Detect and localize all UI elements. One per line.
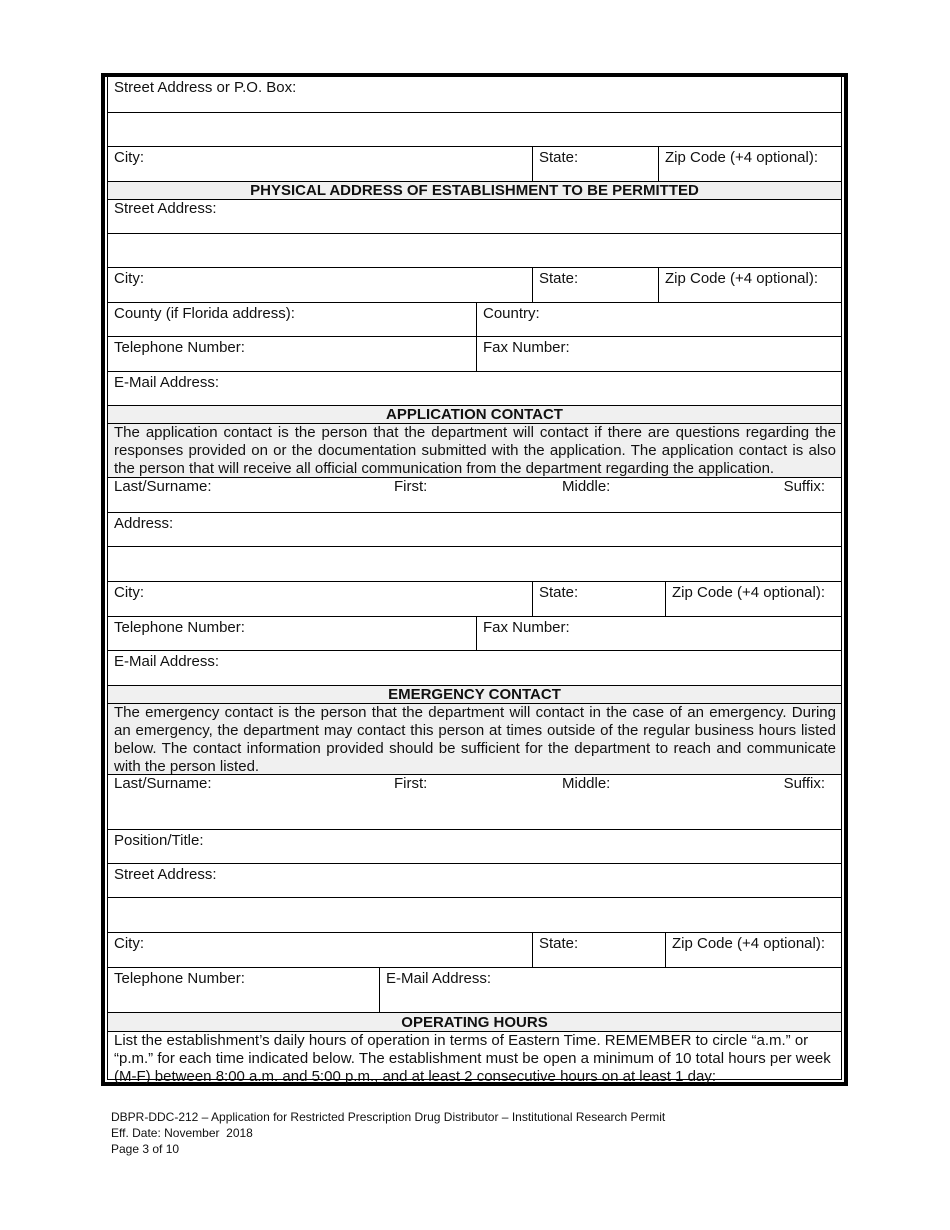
emergency-first-label: First: [394,775,428,792]
mailing-city-label: City: [114,149,144,166]
application-zip-field[interactable] [665,582,841,616]
application-form [101,73,848,1086]
application-first-label: First: [394,478,428,495]
application-middle-name-field[interactable] [556,478,736,512]
physical-city-label: City: [114,270,144,287]
application-suffix-label: Suffix: [783,478,825,495]
emergency-street-field[interactable] [108,864,841,897]
emergency-zip-field[interactable] [665,933,841,967]
mailing-state-label: State: [539,149,579,166]
emergency-telephone-label: Telephone Number: [114,970,245,987]
physical-city-field[interactable] [108,268,532,302]
emergency-name-row [108,774,841,829]
mailing-zip-label: Zip Code (+4 optional): [665,149,819,166]
application-city-label: City: [114,584,144,601]
emergency-state-field[interactable] [532,933,665,967]
application-first-name-field[interactable] [388,478,556,512]
application-phone-row [108,616,841,650]
physical-fax-field[interactable] [476,337,841,371]
physical-street-row [108,199,841,233]
emergency-city-row [108,932,841,967]
application-middle-label: Middle: [562,478,611,495]
application-address-row [108,512,841,546]
physical-telephone-label: Telephone Number: [114,339,245,356]
emergency-street-row [108,863,841,897]
application-state-label: State: [539,584,579,601]
physical-street-label: Street Address: [114,200,217,217]
emergency-last-label: Last/Surname: [114,775,212,792]
physical-state-label: State: [539,270,579,287]
mailing-street-line2[interactable] [108,112,841,146]
physical-county-row [108,302,841,336]
physical-county-label: County (if Florida address): [114,305,295,322]
emergency-contact-header-text: EMERGENCY CONTACT [388,686,561,703]
physical-city-row [108,267,841,302]
operating-hours-header [108,1012,841,1031]
physical-email-row [108,371,841,405]
physical-email-label: E-Mail Address: [114,374,220,391]
emergency-middle-label: Middle: [562,775,611,792]
physical-email-field[interactable] [108,372,841,405]
emergency-first-name-field[interactable] [388,775,556,829]
physical-country-field[interactable] [476,303,841,336]
physical-county-field[interactable] [108,303,476,336]
physical-street-line2[interactable] [108,233,841,267]
application-contact-description [108,423,841,477]
emergency-contact-description-text: The emergency contact is the person that the department will contact in the case of an emergency. During an emergency, the department may contact this person at times outside of the regular business hours listed below. The contact information provided should be sufficient for the department to reach and communicate with the person listed. [114,704,836,775]
physical-street-field[interactable] [108,200,841,233]
application-fax-label: Fax Number: [483,619,570,636]
emergency-zip-label: Zip Code (+4 optional): [672,935,826,952]
application-email-field[interactable] [108,651,841,685]
emergency-phone-row [108,967,841,1012]
page-footer [111,1109,665,1157]
operating-hours-description-text: List the establishment’s daily hours of operation in terms of Eastern Time. REMEMBER to circle “a.m.” or “p.m.” for each time indicated below. The establishment must be open a minimum of 10 total hours per week (M-F) between 8:00 a.m. and 5:00 p.m., and at least 2 consecutive hours on at least 1 day: [114,1032,831,1085]
application-address-line2[interactable] [108,546,841,581]
physical-zip-label: Zip Code (+4 optional): [665,270,819,287]
application-name-row [108,477,841,512]
emergency-email-label: E-Mail Address: [386,970,492,987]
application-zip-label: Zip Code (+4 optional): [672,584,826,601]
physical-fax-label: Fax Number: [483,339,570,356]
application-telephone-field[interactable] [108,617,476,650]
physical-country-label: Country: [483,305,540,322]
physical-zip-field[interactable] [658,268,841,302]
operating-hours-description [108,1031,841,1085]
physical-telephone-field[interactable] [108,337,476,371]
emergency-contact-header [108,685,841,703]
application-address-field[interactable] [108,513,841,546]
application-contact-header [108,405,841,423]
emergency-last-name-field[interactable] [108,775,388,829]
application-suffix-field[interactable] [736,478,841,512]
mailing-city-row [108,146,841,181]
operating-hours-header-text: OPERATING HOURS [401,1014,548,1031]
application-last-label: Last/Surname: [114,478,212,495]
mailing-street-field[interactable] [108,77,841,112]
application-address-label: Address: [114,515,174,532]
application-state-field[interactable] [532,582,665,616]
emergency-position-label: Position/Title: [114,832,204,849]
application-telephone-label: Telephone Number: [114,619,245,636]
physical-address-header [108,181,841,199]
emergency-position-field[interactable] [108,830,841,863]
emergency-telephone-field[interactable] [108,968,379,1012]
application-contact-header-text: APPLICATION CONTACT [386,406,563,423]
application-last-name-field[interactable] [108,478,388,512]
application-email-row [108,650,841,685]
mailing-street-row [108,77,841,112]
physical-address-header-text: PHYSICAL ADDRESS OF ESTABLISHMENT TO BE PERMITTED [250,182,699,199]
emergency-suffix-label: Suffix: [783,775,825,792]
footer-page-number: Page 3 of 10 [111,1142,180,1156]
application-city-row [108,581,841,616]
emergency-city-label: City: [114,935,144,952]
emergency-street-line2[interactable] [108,897,841,932]
footer-eff-date: Eff. Date: November 2018 [111,1126,253,1140]
physical-state-field[interactable] [532,268,658,302]
application-city-field[interactable] [108,582,532,616]
application-contact-description-text: The application contact is the person that the department will contact if there are questions regarding the responses provided on or the documentation submitted with the application. The application contact is also the person that will receive all official communication from the department regarding the application. [114,424,836,477]
mailing-zip-field[interactable] [658,147,841,181]
emergency-middle-name-field[interactable] [556,775,736,829]
application-email-label: E-Mail Address: [114,653,220,670]
emergency-position-row [108,829,841,863]
emergency-city-field[interactable] [108,933,532,967]
emergency-suffix-field[interactable] [736,775,841,829]
mailing-street-label: Street Address or P.O. Box: [114,79,297,96]
application-fax-field[interactable] [476,617,841,650]
mailing-state-field[interactable] [532,147,658,181]
footer-form-title: DBPR-DDC-212 – Application for Restricted Prescription Drug Distributor – Institutional Research Permit [111,1110,666,1124]
physical-phone-row [108,336,841,371]
emergency-email-field[interactable] [379,968,841,1012]
emergency-contact-description [108,703,841,774]
emergency-street-label: Street Address: [114,866,217,883]
emergency-state-label: State: [539,935,579,952]
mailing-city-field[interactable] [108,147,532,181]
